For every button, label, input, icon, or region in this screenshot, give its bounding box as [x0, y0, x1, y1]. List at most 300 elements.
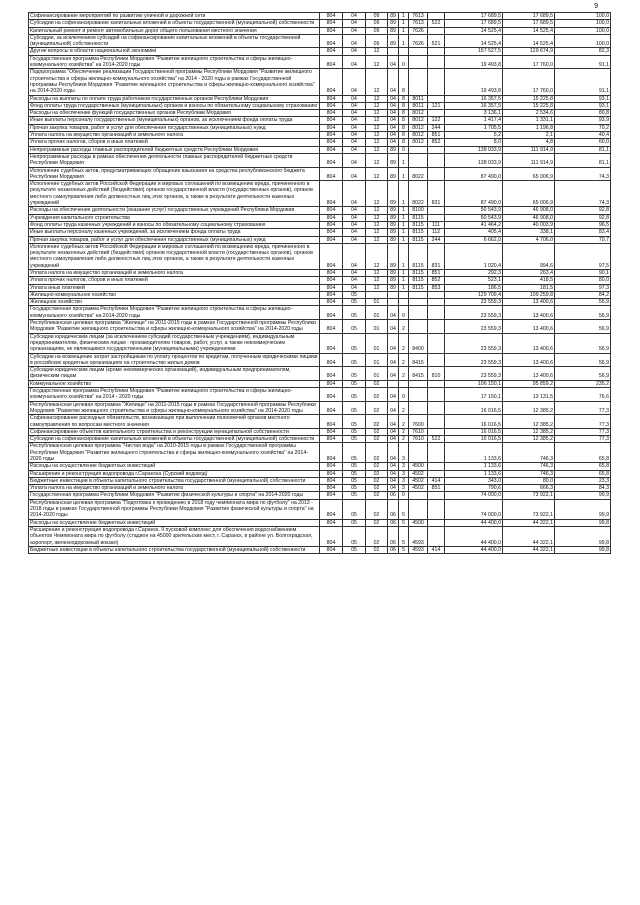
- execution-percent-cell: 77,3: [555, 415, 611, 429]
- subprogram-code-cell: 1: [399, 34, 409, 48]
- table-row: [29, 485, 611, 492]
- table-row: [29, 367, 611, 381]
- executed-amount-cell: 12 385,2: [503, 401, 555, 415]
- expense-type-code-cell: 851: [428, 269, 445, 276]
- section-code-cell: 04: [343, 48, 366, 55]
- table-row: [29, 546, 611, 553]
- item-name-cell: Расходы на выплаты по оплате труда работников государственных органов Республики Мордовия: [29, 95, 320, 102]
- subsection-code-cell: 02: [366, 380, 388, 387]
- item-name-cell: Субсидии на возмещение затрат застройщикам по уплату процентов по кредитам, полученным юридическими лицами в российских кредитных организациях на строительство жилых домов: [30, 353, 318, 366]
- section-code-cell: 04: [343, 236, 366, 243]
- target-code-cell: 8100: [409, 207, 428, 214]
- section-code-cell: 05: [343, 415, 366, 429]
- expense-type-code-cell: [428, 499, 445, 519]
- execution-percent-cell: 99,8: [555, 546, 611, 553]
- program-code-cell: 04: [388, 470, 399, 477]
- executed-amount-cell: 13 400,6: [503, 306, 555, 320]
- subprogram-code-cell: 1: [399, 13, 409, 20]
- expense-type-code-cell: [428, 388, 445, 402]
- expense-type-code-cell: [428, 306, 445, 320]
- subsection-code-cell: 12: [366, 95, 388, 102]
- planned-amount-cell: 16 016,5: [445, 436, 503, 443]
- subsection-code-cell: 12: [366, 277, 388, 284]
- table-row: [29, 380, 611, 387]
- ministry-code-cell: 804: [320, 221, 343, 228]
- ministry-code-cell: 804: [320, 110, 343, 117]
- item-name-cell: Непрограммные расходы в рамках обеспечения деятельности главных распорядителей бюджетных средств Республики Мордовия: [29, 153, 320, 167]
- target-code-cell: [409, 443, 428, 463]
- planned-amount-cell: 106 150,1: [445, 380, 503, 387]
- subprogram-code-cell: 8: [399, 102, 409, 109]
- executed-amount-cell: 17 760,0: [503, 69, 555, 95]
- item-name-cell: Софинансирование объектов капитального строительства и реконструкции муниципальной собственности: [29, 428, 320, 435]
- section-code-cell: 05: [343, 477, 366, 484]
- section-code-cell: 05: [343, 546, 366, 553]
- executed-amount-cell: 40 003,9: [503, 221, 555, 228]
- execution-percent-cell: 56,9: [555, 299, 611, 306]
- table-row: [29, 153, 611, 167]
- executed-amount-cell: 14 525,4: [503, 27, 555, 34]
- expense-type-code-cell: [428, 13, 445, 20]
- program-code-cell: 89: [388, 277, 399, 284]
- ministry-code-cell: 804: [320, 470, 343, 477]
- planned-amount-cell: 1 020,4: [445, 243, 503, 269]
- planned-amount-cell: 1 705,5: [445, 124, 503, 131]
- execution-percent-cell: 65,8: [555, 463, 611, 470]
- subprogram-code-cell: 8: [399, 69, 409, 95]
- target-code-cell: [409, 299, 428, 306]
- ministry-code-cell: 804: [320, 167, 343, 181]
- subprogram-code-cell: 8: [399, 95, 409, 102]
- item-name-cell: Расходы на обеспечение деятельности (оказание услуг) государственных учреждений Республики Мордовия: [29, 207, 320, 214]
- program-code-cell: 89: [388, 207, 399, 214]
- execution-percent-cell: 74,3: [555, 181, 611, 207]
- execution-percent-cell: 56,9: [555, 306, 611, 320]
- executed-amount-cell: 13 400,6: [503, 333, 555, 353]
- planned-amount-cell: 74 000,0: [445, 499, 503, 519]
- item-name-cell: Непрограммные расходы главных распорядителей бюджетных средств Республики Мордовия: [29, 146, 320, 153]
- execution-percent-cell: 80,0: [555, 277, 611, 284]
- executed-amount-cell: 1 331,1: [503, 117, 555, 124]
- target-code-cell: [409, 153, 428, 167]
- expense-type-code-cell: 414: [428, 546, 445, 553]
- section-code-cell: 04: [343, 167, 366, 181]
- expense-type-code-cell: [428, 291, 445, 298]
- subprogram-code-cell: 2: [399, 436, 409, 443]
- section-code-cell: 05: [343, 306, 366, 320]
- executed-amount-cell: 109 259,8: [503, 291, 555, 298]
- target-code-cell: [409, 48, 428, 55]
- item-name-cell: Расширение и реконструкция водопровода г.Саранска (Сурский водовод): [29, 470, 320, 477]
- program-code-cell: 04: [388, 443, 399, 463]
- subprogram-code-cell: 3: [399, 470, 409, 477]
- planned-amount-cell: 44 400,0: [445, 519, 503, 526]
- executed-amount-cell: 13 131,5: [503, 388, 555, 402]
- item-name-cell: Субсидии на софинансирование капитальных вложений в объекты государственной (муниципальной) собственности: [29, 436, 320, 443]
- expense-type-code-cell: 810: [428, 367, 445, 381]
- expense-type-code-cell: [428, 167, 445, 181]
- execution-percent-cell: 92,8: [555, 214, 611, 221]
- ministry-code-cell: 804: [320, 499, 343, 519]
- expense-type-code-cell: 852: [428, 139, 445, 146]
- ministry-code-cell: 804: [320, 291, 343, 298]
- table-row: [29, 229, 611, 236]
- ministry-code-cell: 804: [320, 229, 343, 236]
- target-code-cell: 8115: [409, 214, 428, 221]
- section-code-cell: 05: [343, 443, 366, 463]
- section-code-cell: 04: [343, 117, 366, 124]
- item-name-cell: Жилищное хозяйство: [29, 299, 320, 306]
- subprogram-code-cell: 3: [399, 443, 409, 463]
- execution-percent-cell: 91,1: [555, 55, 611, 69]
- planned-amount-cell: 14 525,4: [445, 27, 503, 34]
- program-code-cell: 04: [388, 55, 399, 69]
- planned-amount-cell: 50 543,9: [445, 214, 503, 221]
- expense-type-code-cell: 522: [428, 20, 445, 27]
- planned-amount-cell: 405,4: [445, 229, 503, 236]
- planned-amount-cell: 23 559,3: [445, 299, 503, 306]
- program-code-cell: 04: [388, 333, 399, 353]
- subsection-code-cell: 12: [366, 243, 388, 269]
- subprogram-code-cell: 1: [399, 181, 409, 207]
- table-row: [29, 55, 611, 69]
- execution-percent-cell: 80,8: [555, 110, 611, 117]
- subsection-code-cell: 12: [366, 221, 388, 228]
- planned-amount-cell: 41 464,2: [445, 221, 503, 228]
- section-code-cell: 05: [343, 436, 366, 443]
- subsection-code-cell: 12: [366, 181, 388, 207]
- executed-amount-cell: 44 322,1: [503, 519, 555, 526]
- planned-amount-cell: 87 490,0: [445, 167, 503, 181]
- ministry-code-cell: 804: [320, 401, 343, 415]
- ministry-code-cell: 804: [320, 299, 343, 306]
- ministry-code-cell: 804: [320, 146, 343, 153]
- subsection-code-cell: 09: [366, 20, 388, 27]
- target-code-cell: 7626: [409, 27, 428, 34]
- expense-type-code-cell: [428, 428, 445, 435]
- program-code-cell: 04: [388, 132, 399, 139]
- item-name-cell: Коммунальное хозяйство: [29, 380, 320, 387]
- planned-amount-cell: 790,6: [445, 485, 503, 492]
- program-code-cell: 89: [388, 27, 399, 34]
- ministry-code-cell: 804: [320, 277, 343, 284]
- section-code-cell: 05: [343, 463, 366, 470]
- planned-amount-cell: 186,5: [445, 284, 503, 291]
- ministry-code-cell: 804: [320, 388, 343, 402]
- target-code-cell: [409, 55, 428, 69]
- executed-amount-cell: 46 908,0: [503, 214, 555, 221]
- subprogram-code-cell: 5: [399, 499, 409, 519]
- executed-amount-cell: 12 385,2: [503, 428, 555, 435]
- table-row: [29, 320, 611, 334]
- ministry-code-cell: 804: [320, 463, 343, 470]
- program-code-cell: 89: [388, 221, 399, 228]
- executed-amount-cell: 65 006,9: [503, 167, 555, 181]
- executed-amount-cell: 4 706,0: [503, 236, 555, 243]
- subprogram-code-cell: 2: [399, 333, 409, 353]
- target-code-cell: 8115: [409, 221, 428, 228]
- execution-percent-cell: 93,9: [555, 117, 611, 124]
- table-row: [29, 477, 611, 484]
- program-code-cell: 89: [388, 34, 399, 48]
- table-row: [29, 146, 611, 153]
- subsection-code-cell: 02: [366, 443, 388, 463]
- subprogram-code-cell: 1: [399, 269, 409, 276]
- table-row: [29, 428, 611, 435]
- table-row: [29, 221, 611, 228]
- subsection-code-cell: 12: [366, 269, 388, 276]
- table-row: [29, 102, 611, 109]
- table-row: [29, 95, 611, 102]
- target-code-cell: [409, 388, 428, 402]
- execution-percent-cell: 84,2: [555, 291, 611, 298]
- ministry-code-cell: 804: [320, 181, 343, 207]
- executed-amount-cell: 15 225,8: [503, 102, 555, 109]
- planned-amount-cell: 23 559,3: [445, 367, 503, 381]
- execution-percent-cell: 100,0: [555, 20, 611, 27]
- subprogram-code-cell: [399, 291, 409, 298]
- ministry-code-cell: 804: [320, 102, 343, 109]
- section-code-cell: 04: [343, 207, 366, 214]
- subprogram-code-cell: 1: [399, 229, 409, 236]
- expense-type-code-cell: [428, 380, 445, 387]
- executed-amount-cell: 418,5: [503, 277, 555, 284]
- executed-amount-cell: 994,6: [503, 243, 555, 269]
- expense-type-code-cell: 851: [428, 485, 445, 492]
- execution-percent-cell: 65,8: [555, 470, 611, 477]
- expense-type-code-cell: [428, 146, 445, 153]
- table-row: [29, 353, 611, 367]
- execution-percent-cell: 84,3: [555, 485, 611, 492]
- section-code-cell: 04: [343, 34, 366, 48]
- section-code-cell: 04: [343, 269, 366, 276]
- expense-type-code-cell: 244: [428, 124, 445, 131]
- program-code-cell: 04: [388, 428, 399, 435]
- executed-amount-cell: 12 385,2: [503, 415, 555, 429]
- item-name-cell: Республиканская целевая программа "Жилище" на 2011-2015 годы в рамках Государственной программы Республики Мордовия "Развитие жилищного строительства и сферы жилищно-коммунального хозяйства" на 2014-2020 годы: [29, 320, 320, 334]
- execution-percent-cell: 100,0: [555, 27, 611, 34]
- table-row: [29, 470, 611, 477]
- item-name-cell: Расширение и реконструкция водопровода г.Саранск. II пусковой комплекс для обеспечения водоснабжением объектов Чемпионата мира по футболу (стадион на 45000 зрительских мест, г. Саранск, в районе ул. Волгоградская, аэропорт, железнодорожный вокзал): [29, 526, 320, 546]
- item-name-cell: Уплата налога на имущество организаций и земельного налога: [29, 132, 320, 139]
- planned-amount-cell: 17 150,1: [445, 388, 503, 402]
- subprogram-code-cell: 8: [399, 110, 409, 117]
- section-code-cell: 05: [343, 299, 366, 306]
- ministry-code-cell: 804: [320, 69, 343, 95]
- planned-amount-cell: 50 543,9: [445, 207, 503, 214]
- executed-amount-cell: 4,8: [503, 139, 555, 146]
- ministry-code-cell: 804: [320, 55, 343, 69]
- table-row: [29, 388, 611, 402]
- table-row: [29, 110, 611, 117]
- program-code-cell: 06: [388, 546, 399, 553]
- executed-amount-cell: 15 225,8: [503, 95, 555, 102]
- program-code-cell: 04: [388, 388, 399, 402]
- execution-percent-cell: 56,9: [555, 353, 611, 367]
- subsection-code-cell: 01: [366, 333, 388, 353]
- target-code-cell: 8415: [409, 367, 428, 381]
- subsection-code-cell: 12: [366, 167, 388, 181]
- executed-amount-cell: 181,5: [503, 284, 555, 291]
- subsection-code-cell: 12: [366, 153, 388, 167]
- target-code-cell: [409, 69, 428, 95]
- ministry-code-cell: 804: [320, 436, 343, 443]
- planned-amount-cell: 129 709,4: [445, 291, 503, 298]
- execution-percent-cell: 99,9: [555, 499, 611, 519]
- target-code-cell: [409, 146, 428, 153]
- program-code-cell: 04: [388, 102, 399, 109]
- execution-percent-cell: 76,6: [555, 388, 611, 402]
- planned-amount-cell: 523,1: [445, 277, 503, 284]
- item-name-cell: Субсидии юридическим лицам (кроме некоммерческих организаций), индивидуальным предпринимателям, физическим лицам: [29, 367, 320, 381]
- item-name-cell: Республиканская целевая программа "Чистая вода" на 2010-2015 годы в рамках Государственной программы Республики Мордовия "Развитие жилищного строительства и сферы жилищно-коммунального хозяйства" на 2014-2020 годы: [29, 443, 320, 463]
- item-name-cell: Республиканская целевая программа "Жилище" на 2011-2015 годы в рамках Государственной программы Республики Мордовия "Развитие жилищного строительства и сферы жилищно-коммунального хозяйства" на 2014-2020 годы: [29, 401, 320, 415]
- expense-type-code-cell: 522: [428, 436, 445, 443]
- execution-percent-cell: 77,3: [555, 428, 611, 435]
- subprogram-code-cell: 5: [399, 519, 409, 526]
- table-row: [29, 214, 611, 221]
- program-code-cell: 04: [388, 320, 399, 334]
- expense-type-code-cell: 852: [428, 277, 445, 284]
- planned-amount-cell: 138 033,9: [445, 146, 503, 153]
- ministry-code-cell: 804: [320, 243, 343, 269]
- section-code-cell: 05: [343, 380, 366, 387]
- table-row: [29, 519, 611, 526]
- subprogram-code-cell: 8: [399, 117, 409, 124]
- target-code-cell: 8012: [409, 117, 428, 124]
- target-code-cell: 8115: [409, 284, 428, 291]
- item-name-cell: Учреждения капитального строительства: [29, 214, 320, 221]
- executed-amount-cell: 17 760,0: [503, 55, 555, 69]
- program-code-cell: 04: [388, 124, 399, 131]
- table-row: [29, 181, 611, 207]
- section-code-cell: 04: [343, 20, 366, 27]
- table-row: [29, 463, 611, 470]
- expense-type-code-cell: [428, 443, 445, 463]
- executed-amount-cell: 13 400,6: [503, 320, 555, 334]
- execution-percent-cell: 56,9: [555, 333, 611, 353]
- expense-type-code-cell: [428, 519, 445, 526]
- executed-amount-cell: 13 400,6: [503, 299, 555, 306]
- section-code-cell: 05: [343, 428, 366, 435]
- subsection-code-cell: 02: [366, 401, 388, 415]
- section-code-cell: 04: [343, 181, 366, 207]
- subprogram-code-cell: 0: [399, 306, 409, 320]
- item-name-cell: Прочая закупка товаров, работ и услуг для обеспечения государственных (муниципальных) нужд: [29, 236, 320, 243]
- target-code-cell: 8115: [409, 236, 428, 243]
- expense-type-code-cell: [428, 463, 445, 470]
- planned-amount-cell: 16 016,5: [445, 428, 503, 435]
- item-name-cell: Капитальный ремонт и ремонт автомобильных дорог общего пользования местного значения: [29, 27, 320, 34]
- executed-amount-cell: 746,3: [503, 443, 555, 463]
- ministry-code-cell: 804: [320, 485, 343, 492]
- subsection-code-cell: 02: [366, 485, 388, 492]
- execution-percent-cell: 70,7: [555, 236, 611, 243]
- section-code-cell: 04: [343, 110, 366, 117]
- subsection-code-cell: 01: [366, 353, 388, 367]
- target-code-cell: 4500: [409, 463, 428, 470]
- expense-type-code-cell: 111: [428, 221, 445, 228]
- execution-percent-cell: 99,8: [555, 519, 611, 526]
- section-code-cell: 04: [343, 102, 366, 109]
- subprogram-code-cell: 3: [399, 463, 409, 470]
- executed-amount-cell: 13 400,6: [503, 353, 555, 367]
- program-code-cell: 04: [388, 367, 399, 381]
- execution-percent-cell: 77,3: [555, 436, 611, 443]
- program-code-cell: 04: [388, 415, 399, 429]
- expense-type-code-cell: [428, 299, 445, 306]
- target-code-cell: 8012: [409, 132, 428, 139]
- planned-amount-cell: 138 033,9: [445, 153, 503, 167]
- planned-amount-cell: 23 559,3: [445, 320, 503, 334]
- ministry-code-cell: 804: [320, 519, 343, 526]
- expense-type-code-cell: [428, 110, 445, 117]
- executed-amount-cell: 95 859,2: [503, 380, 555, 387]
- ministry-code-cell: 804: [320, 153, 343, 167]
- table-row: [29, 13, 611, 20]
- subprogram-code-cell: 0: [399, 388, 409, 402]
- table-row: [29, 299, 611, 306]
- target-code-cell: 7610: [409, 436, 428, 443]
- execution-percent-cell: 60,0: [555, 139, 611, 146]
- planned-amount-cell: 23 559,3: [445, 353, 503, 367]
- executed-amount-cell: 746,3: [503, 463, 555, 470]
- section-code-cell: 05: [343, 470, 366, 477]
- program-code-cell: 04: [388, 463, 399, 470]
- budget-table-body: [29, 13, 611, 554]
- ministry-code-cell: 804: [320, 269, 343, 276]
- ministry-code-cell: 804: [320, 367, 343, 381]
- executed-amount-cell: 111 914,9: [503, 153, 555, 167]
- item-name-cell: Уплата прочих налогов, сборов и иных платежей: [29, 139, 320, 146]
- item-name-cell: Уплата налога на имущество организаций и земельного налога: [29, 485, 320, 492]
- item-name-cell: Расходы на осуществление бюджетных инвестиций: [29, 463, 320, 470]
- section-code-cell: 04: [343, 243, 366, 269]
- subprogram-code-cell: [399, 48, 409, 55]
- expense-type-code-cell: [428, 214, 445, 221]
- subsection-code-cell: 12: [366, 132, 388, 139]
- target-code-cell: 4502: [409, 470, 428, 477]
- section-code-cell: 05: [343, 519, 366, 526]
- planned-amount-cell: 16 357,5: [445, 95, 503, 102]
- subprogram-code-cell: 0: [399, 55, 409, 69]
- execution-percent-cell: 81,1: [555, 153, 611, 167]
- execution-percent-cell: 96,5: [555, 221, 611, 228]
- target-code-cell: 8012: [409, 110, 428, 117]
- table-row: [29, 443, 611, 463]
- expense-type-code-cell: 121: [428, 102, 445, 109]
- planned-amount-cell: 8,0: [445, 139, 503, 146]
- ministry-code-cell: 804: [320, 353, 343, 367]
- table-row: [29, 436, 611, 443]
- planned-amount-cell: 14 525,4: [445, 34, 503, 48]
- item-name-cell: Субсидии на софинансирование капитальных вложений в объекты государственной (муниципальной) собственности: [29, 20, 320, 27]
- item-name-cell: Расходы на осуществление бюджетных инвестиций: [29, 519, 320, 526]
- table-row: [29, 20, 611, 27]
- expense-type-code-cell: [428, 333, 445, 353]
- subprogram-code-cell: 1: [399, 20, 409, 27]
- section-code-cell: 04: [343, 229, 366, 236]
- item-name-cell: Расходы на обеспечение функций государственных органов Республики Мордовия: [29, 110, 320, 117]
- expense-type-code-cell: [428, 353, 445, 367]
- section-code-cell: 05: [343, 367, 366, 381]
- item-name-cell: Уплата прочих налогов, сборов и иных платежей: [29, 277, 320, 284]
- program-code-cell: 04: [388, 306, 399, 320]
- program-code-cell: 89: [388, 181, 399, 207]
- execution-percent-cell: 100,0: [555, 34, 611, 48]
- expense-type-code-cell: [428, 69, 445, 95]
- subprogram-code-cell: 3: [399, 477, 409, 484]
